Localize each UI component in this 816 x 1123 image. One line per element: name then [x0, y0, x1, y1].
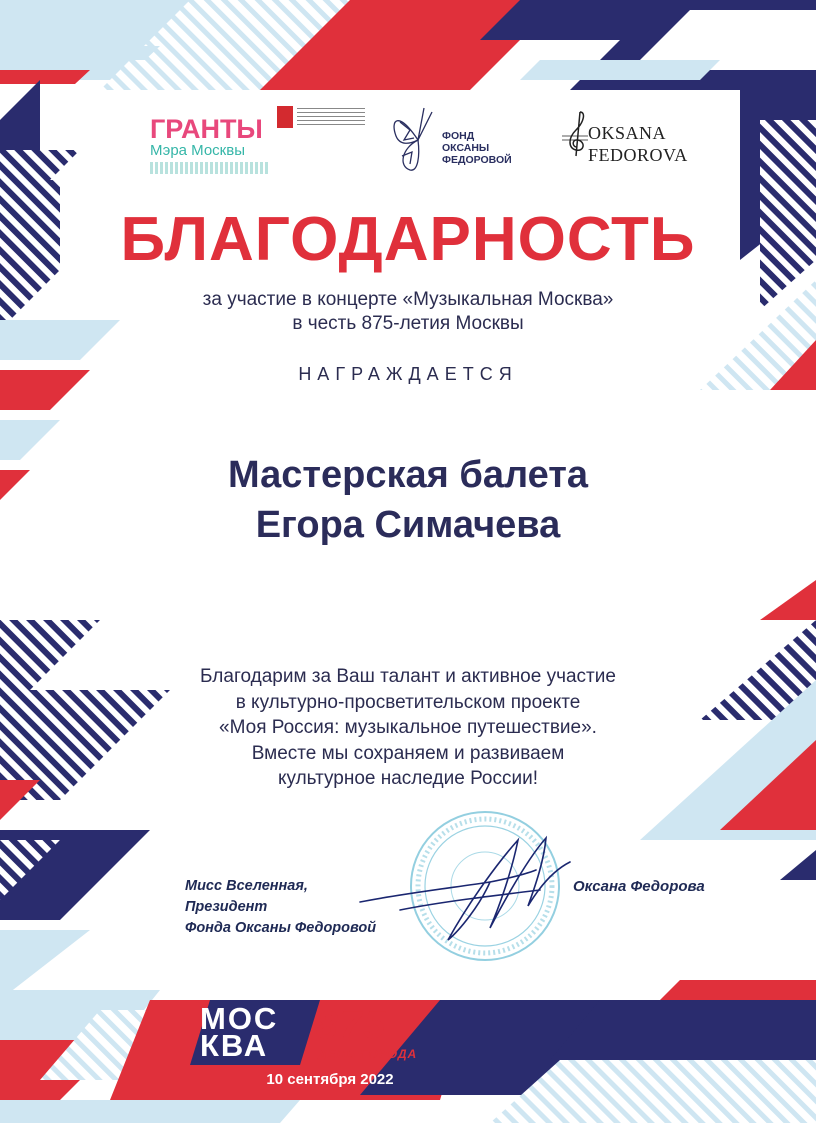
fund-line-2: ОКСАНЫ	[442, 142, 490, 154]
signatory-name: Оксана Федорова	[573, 878, 705, 895]
signatory-role-line-1: Мисс Вселенная,	[185, 878, 308, 894]
fund-line-3: ФЕДОРОВОЙ	[442, 154, 512, 166]
granty-logo	[150, 116, 270, 174]
fund-line-1: ФОНД	[442, 130, 475, 142]
moscow-government-logo	[277, 106, 367, 133]
top-decoration	[0, 0, 816, 90]
recipient-line-1: Мастерская балета	[228, 454, 588, 496]
gratitude-line-5: культурное наследие России!	[277, 768, 539, 789]
gratitude-line-3: «Моя Россия: музыкальное путешествие».	[219, 717, 597, 738]
signatory-role-line-2: Президент	[185, 899, 268, 915]
granty-subtitle: Мэра Москвы	[150, 142, 245, 159]
gratitude-line-2: в культурно-просветительском проекте	[235, 691, 581, 713]
certificate-title: БЛАГОДАРНОСТЬ	[120, 205, 696, 274]
fund-logo	[388, 100, 528, 180]
gratitude-line-1: Благодарим за Ваш талант и активное участие	[200, 666, 616, 687]
oksana-wordmark	[588, 122, 688, 166]
treble-clef-icon	[560, 108, 590, 158]
anniversary-number: 875	[316, 1004, 388, 1047]
recipient-line-2: Егора Симачева	[255, 504, 561, 546]
fund-name	[442, 130, 512, 166]
moscow-emblem-icon	[277, 106, 293, 128]
moskva-line-1: МОС	[200, 1001, 279, 1036]
signatory-role-line-3: Фонда Оксаны Федоровой	[185, 920, 377, 936]
moskva-line-2: КВА	[200, 1028, 269, 1063]
gratitude-text	[80, 664, 736, 792]
awarded-label: НАГРАЖДАЕТСЯ	[298, 364, 518, 384]
city-day-caption: ДЕНЬ ГОРОДА	[318, 1047, 418, 1061]
moscow-875-logo	[200, 1001, 460, 1069]
granty-title: ГРАНТЫ	[150, 114, 263, 144]
moscow-logo-fineprint	[297, 108, 365, 128]
oksana-fedorova-logo	[558, 108, 708, 168]
gratitude-line-4: Вместе мы сохраняем и развиваем	[251, 742, 565, 764]
recipient-name	[60, 450, 756, 550]
certificate-date: 10 сентября 2022	[266, 1071, 394, 1088]
certificate-subtitle	[80, 288, 736, 336]
granty-fineprint	[150, 162, 270, 174]
oksana-line-2: FEDOROVA	[588, 145, 688, 165]
handwritten-signature	[340, 810, 600, 970]
oksana-line-1: OKSANA	[588, 123, 667, 143]
subtitle-line-1: за участие в концерте «Музыкальная Москва»	[202, 289, 614, 310]
subtitle-line-2: в честь 875-летия Москвы	[292, 313, 524, 334]
butterfly-icon	[388, 100, 448, 176]
